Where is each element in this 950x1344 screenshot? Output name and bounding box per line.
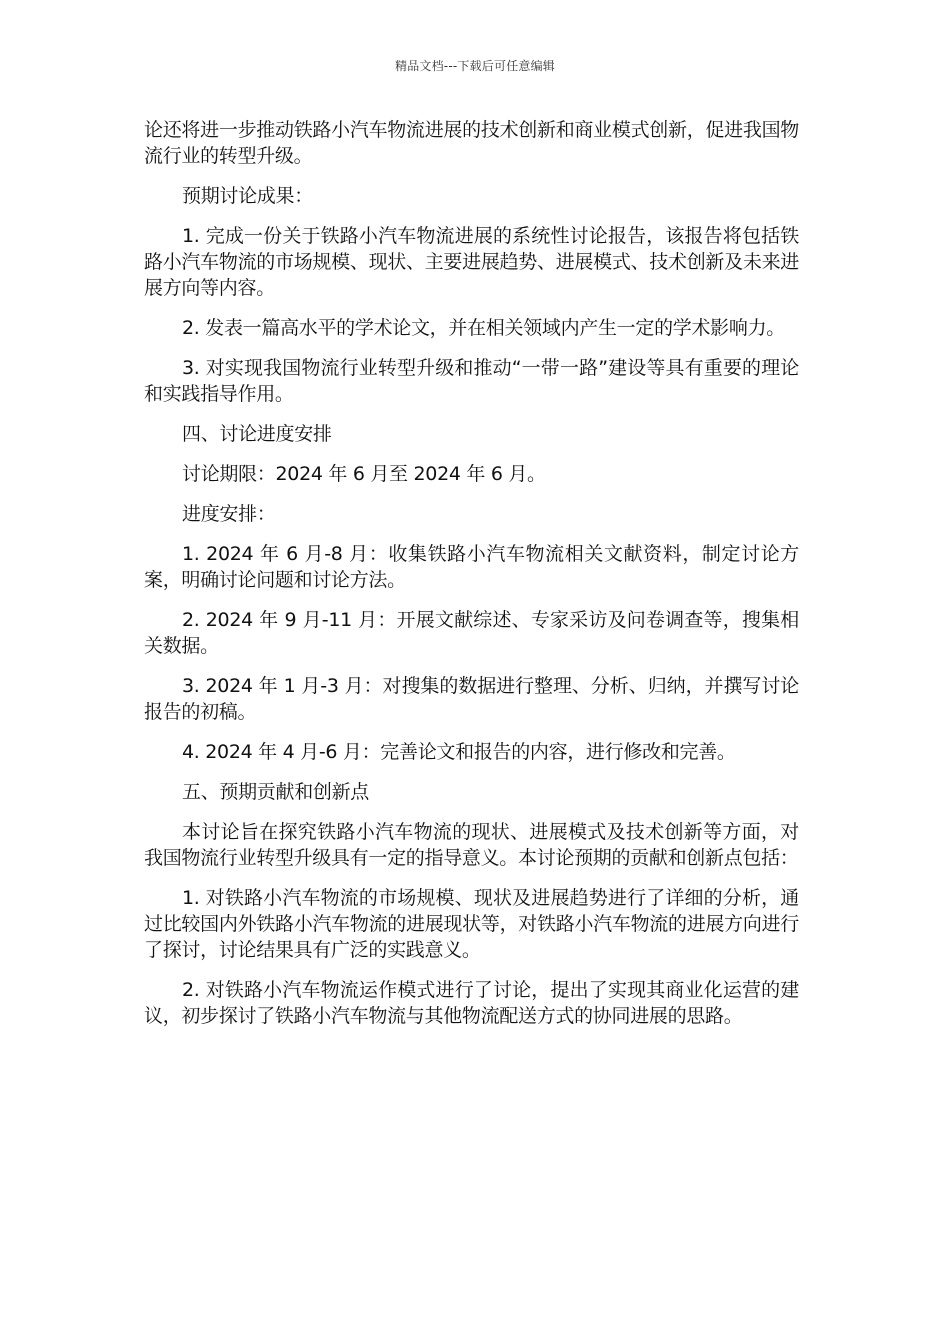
contribution-item: 1. 对铁路小汽车物流的市场规模、现状及进展趋势进行了详细的分析，通过比较国内外铁路小汽车物流的进展现状等，对铁路小汽车物流的进展方向进行了探讨，讨论结果具有广泛的实践意义。 — [144, 887, 799, 961]
schedule-item: 2. 2024 年 9 月-11 月：开展文献综述、专家采访及问卷调查等，搜集相关数据。 — [144, 609, 799, 657]
contribution-item: 2. 对铁路小汽车物流运作模式进行了讨论，提出了实现其商业化运营的建议，初步探讨了铁路小汽车物流与其他物流配送方式的协同进展的思路。 — [144, 979, 799, 1027]
expected-result-item: 3. 对实现我国物流行业转型升级和推动“一带一路”建设等具有重要的理论和实践指导作用。 — [144, 357, 799, 405]
research-period: 讨论期限：2024 年 6 月至 2024 年 6 月。 — [182, 463, 546, 485]
expected-result-item: 1. 完成一份关于铁路小汽车物流进展的系统性讨论报告，该报告将包括铁路小汽车物流的市场规模、现状、主要进展趋势、进展模式、技术创新及未来进展方向等内容。 — [144, 225, 799, 299]
expected-result-item: 2. 发表一篇高水平的学术论文，并在相关领域内产生一定的学术影响力。 — [182, 317, 785, 339]
schedule-heading: 进度安排： — [182, 503, 276, 525]
page-header: 精品文档---下载后可任意编辑 — [395, 59, 555, 73]
expected-results-heading: 预期讨论成果： — [182, 185, 313, 207]
paragraph-continuation: 论还将进一步推动铁路小汽车物流进展的技术创新和商业模式创新，促进我国物流行业的转型升级。 — [144, 119, 799, 167]
schedule-item: 3. 2024 年 1 月-3 月：对搜集的数据进行整理、分析、归纳，并撰写讨论报告的初稿。 — [144, 675, 799, 723]
contributions-intro: 本讨论旨在探究铁路小汽车物流的现状、进展模式及技术创新等方面，对我国物流行业转型升级具有一定的指导意义。本讨论预期的贡献和创新点包括： — [144, 821, 799, 869]
section-heading-schedule: 四、讨论进度安排 — [182, 423, 332, 445]
document-body — [144, 117, 799, 1043]
section-heading-contributions: 五、预期贡献和创新点 — [182, 781, 370, 803]
schedule-item: 4. 2024 年 4 月-6 月：完善论文和报告的内容，进行修改和完善。 — [182, 741, 736, 763]
schedule-item: 1. 2024 年 6 月-8 月：收集铁路小汽车物流相关文献资料，制定讨论方案，明确讨论问题和讨论方法。 — [144, 543, 799, 591]
